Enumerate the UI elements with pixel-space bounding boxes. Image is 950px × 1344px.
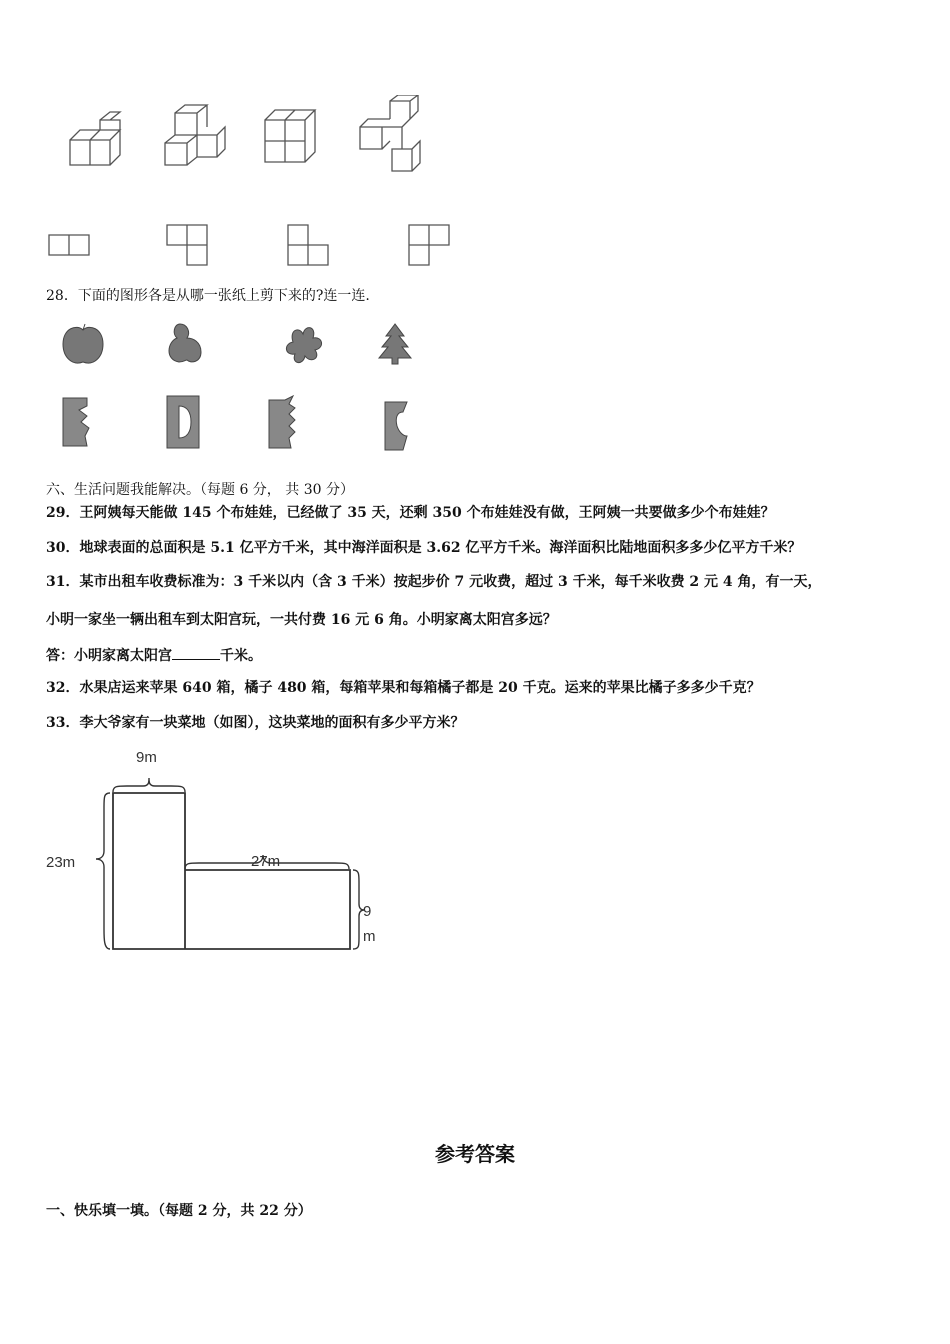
gourd-shape-icon	[169, 324, 201, 362]
question-32: 32．水果店运来苹果 640 箱，橘子 480 箱，每箱苹果和每箱橘子都是 20 千克。运来的苹果比橘子多多少千克？	[46, 680, 761, 696]
cube-structure-4	[360, 95, 420, 171]
cube-structure-2	[165, 105, 225, 165]
label-9-right: 9	[363, 903, 372, 920]
apple-shape-icon	[63, 324, 103, 363]
question-33: 33．李大爷家有一块菜地（如图），这块菜地的面积有多少平方米？	[46, 715, 465, 731]
cube-structure-3	[265, 110, 315, 162]
view-2	[167, 225, 207, 265]
answers-section-1: 一、快乐填一填。（每题 2 分，共 22 分）	[46, 1203, 312, 1219]
view-3	[288, 225, 328, 265]
paper-piece-1	[63, 398, 89, 446]
question-31-answer	[46, 645, 262, 666]
garden-outline	[113, 793, 350, 949]
paper-piece-3	[269, 396, 295, 448]
label-23m: 23m	[46, 854, 76, 871]
paper-pieces	[55, 392, 425, 454]
question-28: 28．下面的图形各是从哪一张纸上剪下来的?连一连.	[46, 288, 370, 304]
tree-shape-icon	[379, 324, 411, 364]
label-27m: 27m	[251, 853, 281, 870]
question-29: 29．王阿姨每天能做 145 个布娃娃，已经做了 35 天，还剩 350 个布娃娃没有做，王阿姨一共要做多少个布娃娃？	[46, 505, 775, 521]
cube-structures	[60, 95, 440, 175]
label-9m-top: 9m	[136, 749, 157, 766]
cutout-shapes	[55, 320, 425, 370]
flat-views	[45, 220, 465, 270]
answer-prefix: 答：小明家离太阳宫	[46, 648, 172, 664]
brace-top	[113, 778, 185, 792]
flower-shape-icon	[286, 328, 321, 363]
paper-piece-2	[167, 396, 199, 448]
section-6-title: 六、生活问题我能解决。（每题 6 分， 共 30 分）	[46, 482, 354, 498]
answer-suffix: 千米。	[220, 648, 262, 664]
view-1	[49, 235, 89, 255]
cube-structure-1	[70, 112, 120, 165]
view-4	[409, 225, 449, 265]
garden-figure	[40, 740, 400, 960]
label-m-right: m	[363, 928, 376, 945]
brace-left	[96, 793, 110, 949]
question-31-line-2: 小明一家坐一辆出租车到太阳宫玩，一共付费 16 元 6 角。小明家离太阳宫多远？	[46, 612, 557, 628]
question-30: 30．地球表面的总面积是 5.1 亿平方千米，其中海洋面积是 3.62 亿平方千米。海洋面积比陆地面积多多少亿平方千米？	[46, 540, 802, 556]
question-31-line-1: 31．某市出租车收费标准为：3 千米以内（含 3 千米）按起步价 7 元收费，超过 3 千米，每千米收费 2 元 4 角，有一天，	[46, 574, 822, 590]
answer-blank[interactable]	[172, 645, 220, 660]
paper-piece-4	[385, 402, 407, 450]
answers-title: 参考答案	[435, 1142, 515, 1166]
